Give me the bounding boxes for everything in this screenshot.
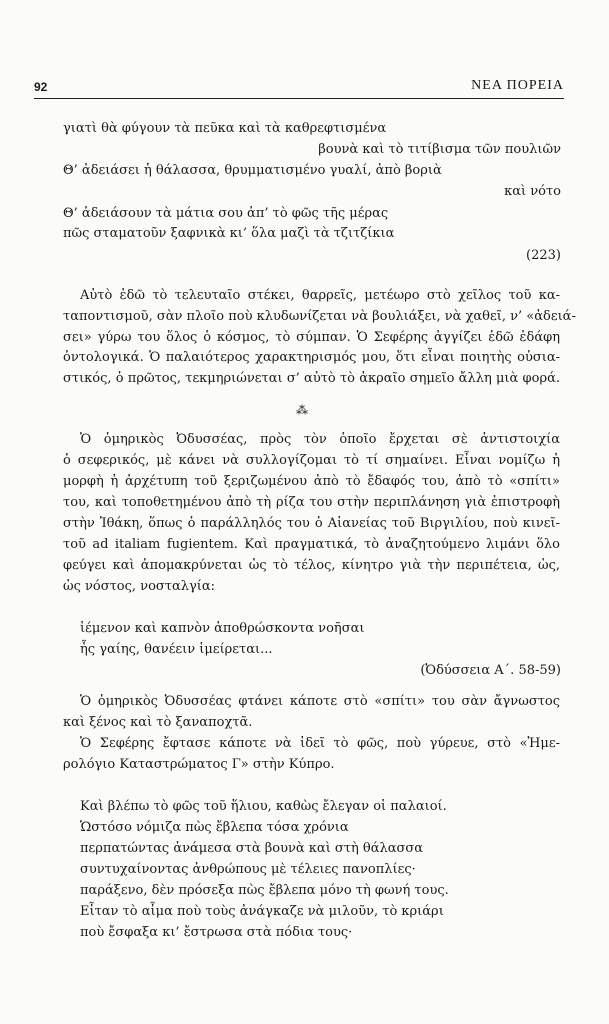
poem2-line: Καὶ βλέπω τὸ φῶς τοῦ ἥλιου, καθὼς ἔλεγαν οἱ παλαιοί.	[80, 799, 447, 814]
paragraph-line: ρολόγιο Καταστρώματος Γ» στὴν Κύπρο.	[63, 757, 335, 772]
poem1-reference: (223)	[526, 248, 561, 263]
poem2-line: Ὡστόσο νόμιζα πὼς ἔβλεπα τόσα χρόνια	[80, 820, 349, 835]
paragraph-line: φεύγει καὶ ἀπομακρύνεται ὡς τὸ τέλος, κίνητρο γιὰ τὴν περιπέτεια, ὡς,	[63, 558, 560, 573]
paragraph-line: ὁ σεφερικός, μὲ κάνει νὰ συλλογίζομαι τὸ τί σημαίνει. Εἶναι νομίζω ἡ	[63, 453, 560, 468]
poem1-line: βουνὰ καὶ τὸ τιτίβισμα τῶν πουλιῶν	[318, 142, 561, 157]
paragraph-line: Αὐτὸ ἐδῶ τὸ τελευταῖο στέκει, θαρρεῖς, μετέωρο στὸ χεῖλος τοῦ κα-	[80, 288, 560, 303]
paragraph-line: στὴν Ἰθάκη, ὅπως ὁ παράλληλός του ὁ Αἰανείας τοῦ Βιργιλίου, ποὺ κινεῖ-	[63, 516, 560, 531]
poem2-line: συντυχαίνοντας ἀνθρώπους μὲ τέλειες πανοπλίες·	[80, 862, 416, 877]
paragraph-line: ταποντισμοῦ, σὰν πλοῖο ποὺ κλυδωνίζεται νὰ βουλιάξει, νὰ χαθεῖ, ν’ «ἀδειά-	[63, 309, 576, 324]
paragraph-line: ὀντολογικά. Ὁ παλαιότερος χαρακτηρισμός μου, ὅτι εἶναι ποιητὴς οὐσια-	[63, 350, 560, 365]
paragraph-line: σει» γύρω του ὅλος ὁ κόσμος, τὸ σύμπαν. Ὁ Σεφέρης ἀγγίζει ἐδῶ ἐδάφη	[63, 330, 560, 345]
paragraph-line: στικός, ὁ πρῶτος, τεκμηριώνεται σ’ αὐτὸ τὸ ἀκραῖο σημεῖο ἄλλη μιὰ φορά.	[63, 371, 560, 386]
poem1-line: πῶς σταματοῦν ξαφνικὰ κι’ ὅλα μαζὶ τὰ τζιτζίκια	[63, 226, 395, 241]
page-number: 92	[34, 80, 48, 94]
poem1-line: Θ’ ἀδειάσουν τὰ μάτια σου ἀπ’ τὸ φῶς τῆς μέρας	[63, 206, 389, 221]
journal-title: ΝΕΑ ΠΟΡΕΙΑ	[471, 78, 564, 93]
poem1-line: Θ’ ἀδειάσει ἡ θάλασσα, θρυμματισμένο γυαλί, ἀπὸ βοριὰ	[63, 163, 442, 178]
paragraph-line: του, καὶ τοποθετημένου ἀπὸ τὴ ρίζα του στὴν περιπλάνηση γιὰ ἐπιστροφὴ	[63, 495, 560, 510]
running-header	[34, 80, 564, 99]
paragraph-line: ὡς νόστος, νοσταλγία:	[63, 579, 216, 594]
poem1-line: γιατὶ θὰ φύγουν τὰ πεῦκα καὶ τὰ καθρεφτισμένα	[63, 121, 387, 136]
paragraph-line: καὶ ξένος καὶ τὸ ξαναποχτᾶ.	[63, 715, 253, 730]
section-separator: ⁂	[296, 403, 308, 417]
paragraph-line: τοῦ ad italiam fugientem. Καὶ πραγματικά, τὸ ἀναζητούμενο λιμάνι ὅλο	[63, 537, 560, 552]
poem2-line: περπατώντας ἀνάμεσα στὰ βουνὰ καὶ στὴ θάλασσα	[80, 841, 424, 856]
quote-reference: (Ὀδύσσεια Α΄. 58-59)	[420, 663, 561, 678]
quote-line: ἧς γαίης, θανέειν ἱμείρεται...	[80, 642, 273, 657]
paragraph-line: Ὁ Σεφέρης ἔφτασε κάποτε νὰ ἰδεῖ τὸ φῶς, ποὺ γύρευε, στὸ «Ἡμε-	[80, 736, 560, 751]
paragraph-line: Ὁ ὁμηρικὸς Ὀδυσσέας φτάνει κάποτε στὸ «σπίτι» του σὰν ἄγνωστος	[80, 694, 560, 709]
poem2-line: παράξενο, δὲν πρόσεξα πὼς ἔβλεπα μόνο τὴ φωνή τους.	[80, 883, 449, 898]
poem1-line: καὶ νότο	[504, 184, 561, 199]
quote-line: ἱέμενον καὶ καπνὸν ἀποθρώσκοντα νοῆσαι	[80, 621, 365, 636]
poem2-line: ποὺ ἔσφαξα κι’ ἔστρωσα στὰ πόδια τους·	[80, 925, 353, 940]
paragraph-line: μορφὴ ἡ ἀρχέτυπη τοῦ ξεριζωμένου ἀπὸ τὸ ἔδαφός του, ἀπὸ τὸ «σπίτι»	[63, 474, 560, 489]
paragraph-line: Ὁ ὁμηρικὸς Ὀδυσσέας, πρὸς τὸν ὁποῖο ἔρχεται σὲ ἀντιστοιχία	[80, 432, 560, 447]
poem2-line: Εἶταν τὸ αἷμα ποὺ τοὺς ἀνάγκαζε νὰ μιλοῦν, τὸ κριάρι	[80, 904, 444, 919]
